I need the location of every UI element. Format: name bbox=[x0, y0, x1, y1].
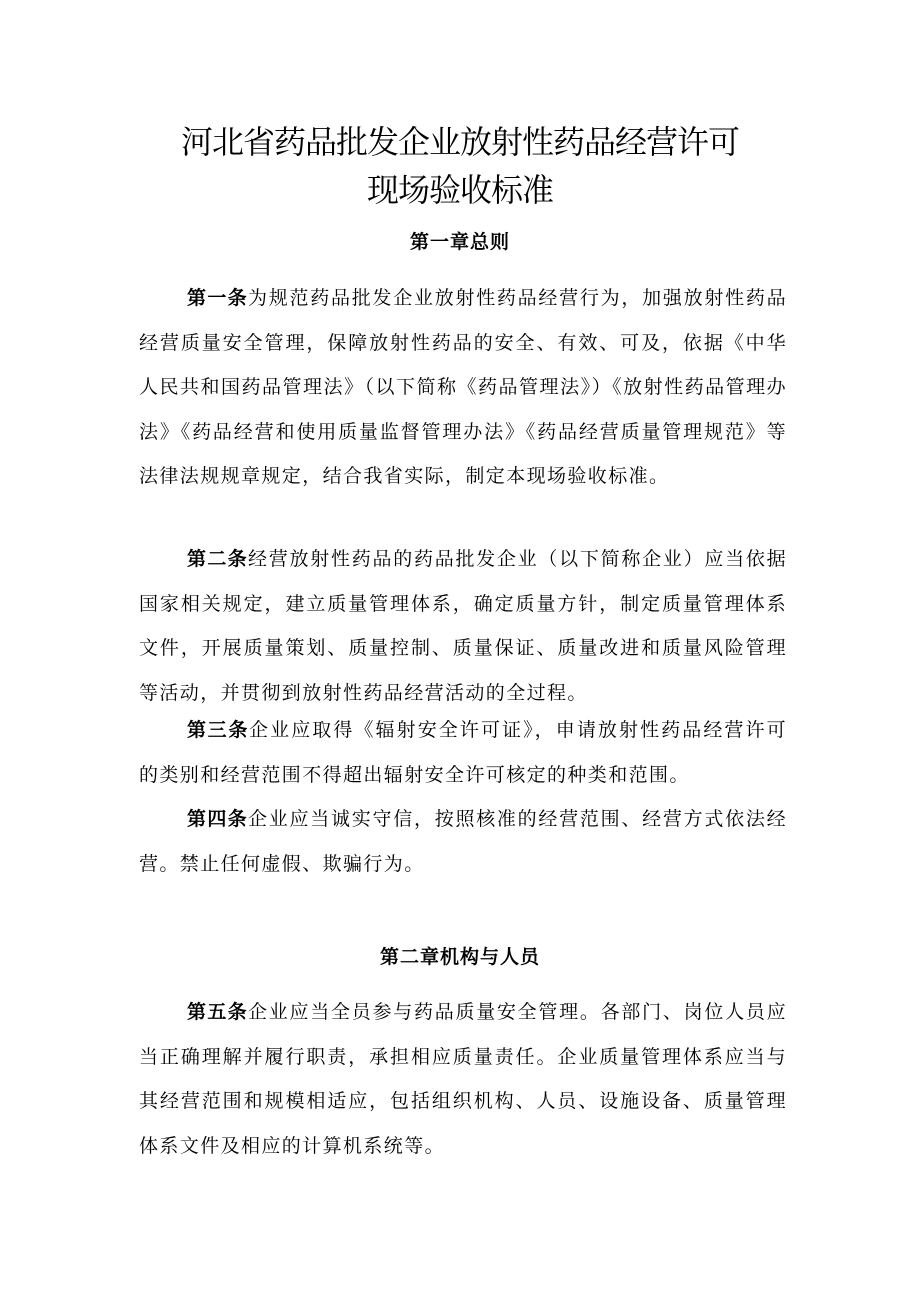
article-5 bbox=[139, 990, 787, 1168]
chapter-1-heading: 第一章总则 bbox=[409, 231, 510, 253]
article-5-text: 企业应当全员参与药品质量安全管理。各部门、岗位人员应当正确理解并履行职责，承担相应质量责任。企业质量管理体系应当与其经营范围和规模相适应，包括组织机构、人员、设施设备、质量管理体系文件及相应的计算机系统等。 bbox=[139, 1001, 787, 1157]
article-3-text: 企业应取得《辐射安全许可证》，申请放射性药品经营许可的类别和经营范围不得超出辐射安全许可核定的种类和范围。 bbox=[139, 719, 787, 786]
article-1-number: 第一条 bbox=[187, 287, 249, 309]
article-2 bbox=[139, 537, 787, 715]
article-5-number: 第五条 bbox=[187, 1001, 249, 1023]
article-3-number: 第三条 bbox=[187, 719, 250, 741]
document-title-line-1: 河北省药品批发企业放射性药品经营许可 bbox=[180, 123, 739, 161]
document-title-line-2: 现场验收标准 bbox=[366, 171, 553, 209]
article-4-number: 第四条 bbox=[187, 808, 249, 830]
article-2-text: 经营放射性药品的药品批发企业（以下简称企业）应当依据国家相关规定，建立质量管理体系，确定质量方针，制定质量管理体系文件，开展质量策划、质量控制、质量保证、质量改进和质量风险管理等活动，并贯彻到放射性药品经营活动的全过程。 bbox=[139, 548, 787, 704]
article-4-text: 企业应当诚实守信，按照核准的经营范围、经营方式依法经营。禁止任何虚假、欺骗行为。 bbox=[139, 808, 787, 875]
article-2-number: 第二条 bbox=[187, 548, 249, 570]
article-1 bbox=[139, 276, 787, 499]
article-4 bbox=[139, 797, 787, 886]
article-1-text: 为规范药品批发企业放射性药品经营行为，加强放射性药品经营质量安全管理，保障放射性药品的安全、有效、可及，依据《中华人民共和国药品管理法》（以下简称《药品管理法》）《放射性药品管理办法》《药品经营和使用质量监督管理办法》《药品经营质量管理规范》等法律法规规章规定，结合我省实际，制定本现场验收标准。 bbox=[139, 287, 787, 488]
article-3 bbox=[139, 708, 787, 797]
chapter-2-heading: 第二章机构与人员 bbox=[379, 946, 540, 968]
